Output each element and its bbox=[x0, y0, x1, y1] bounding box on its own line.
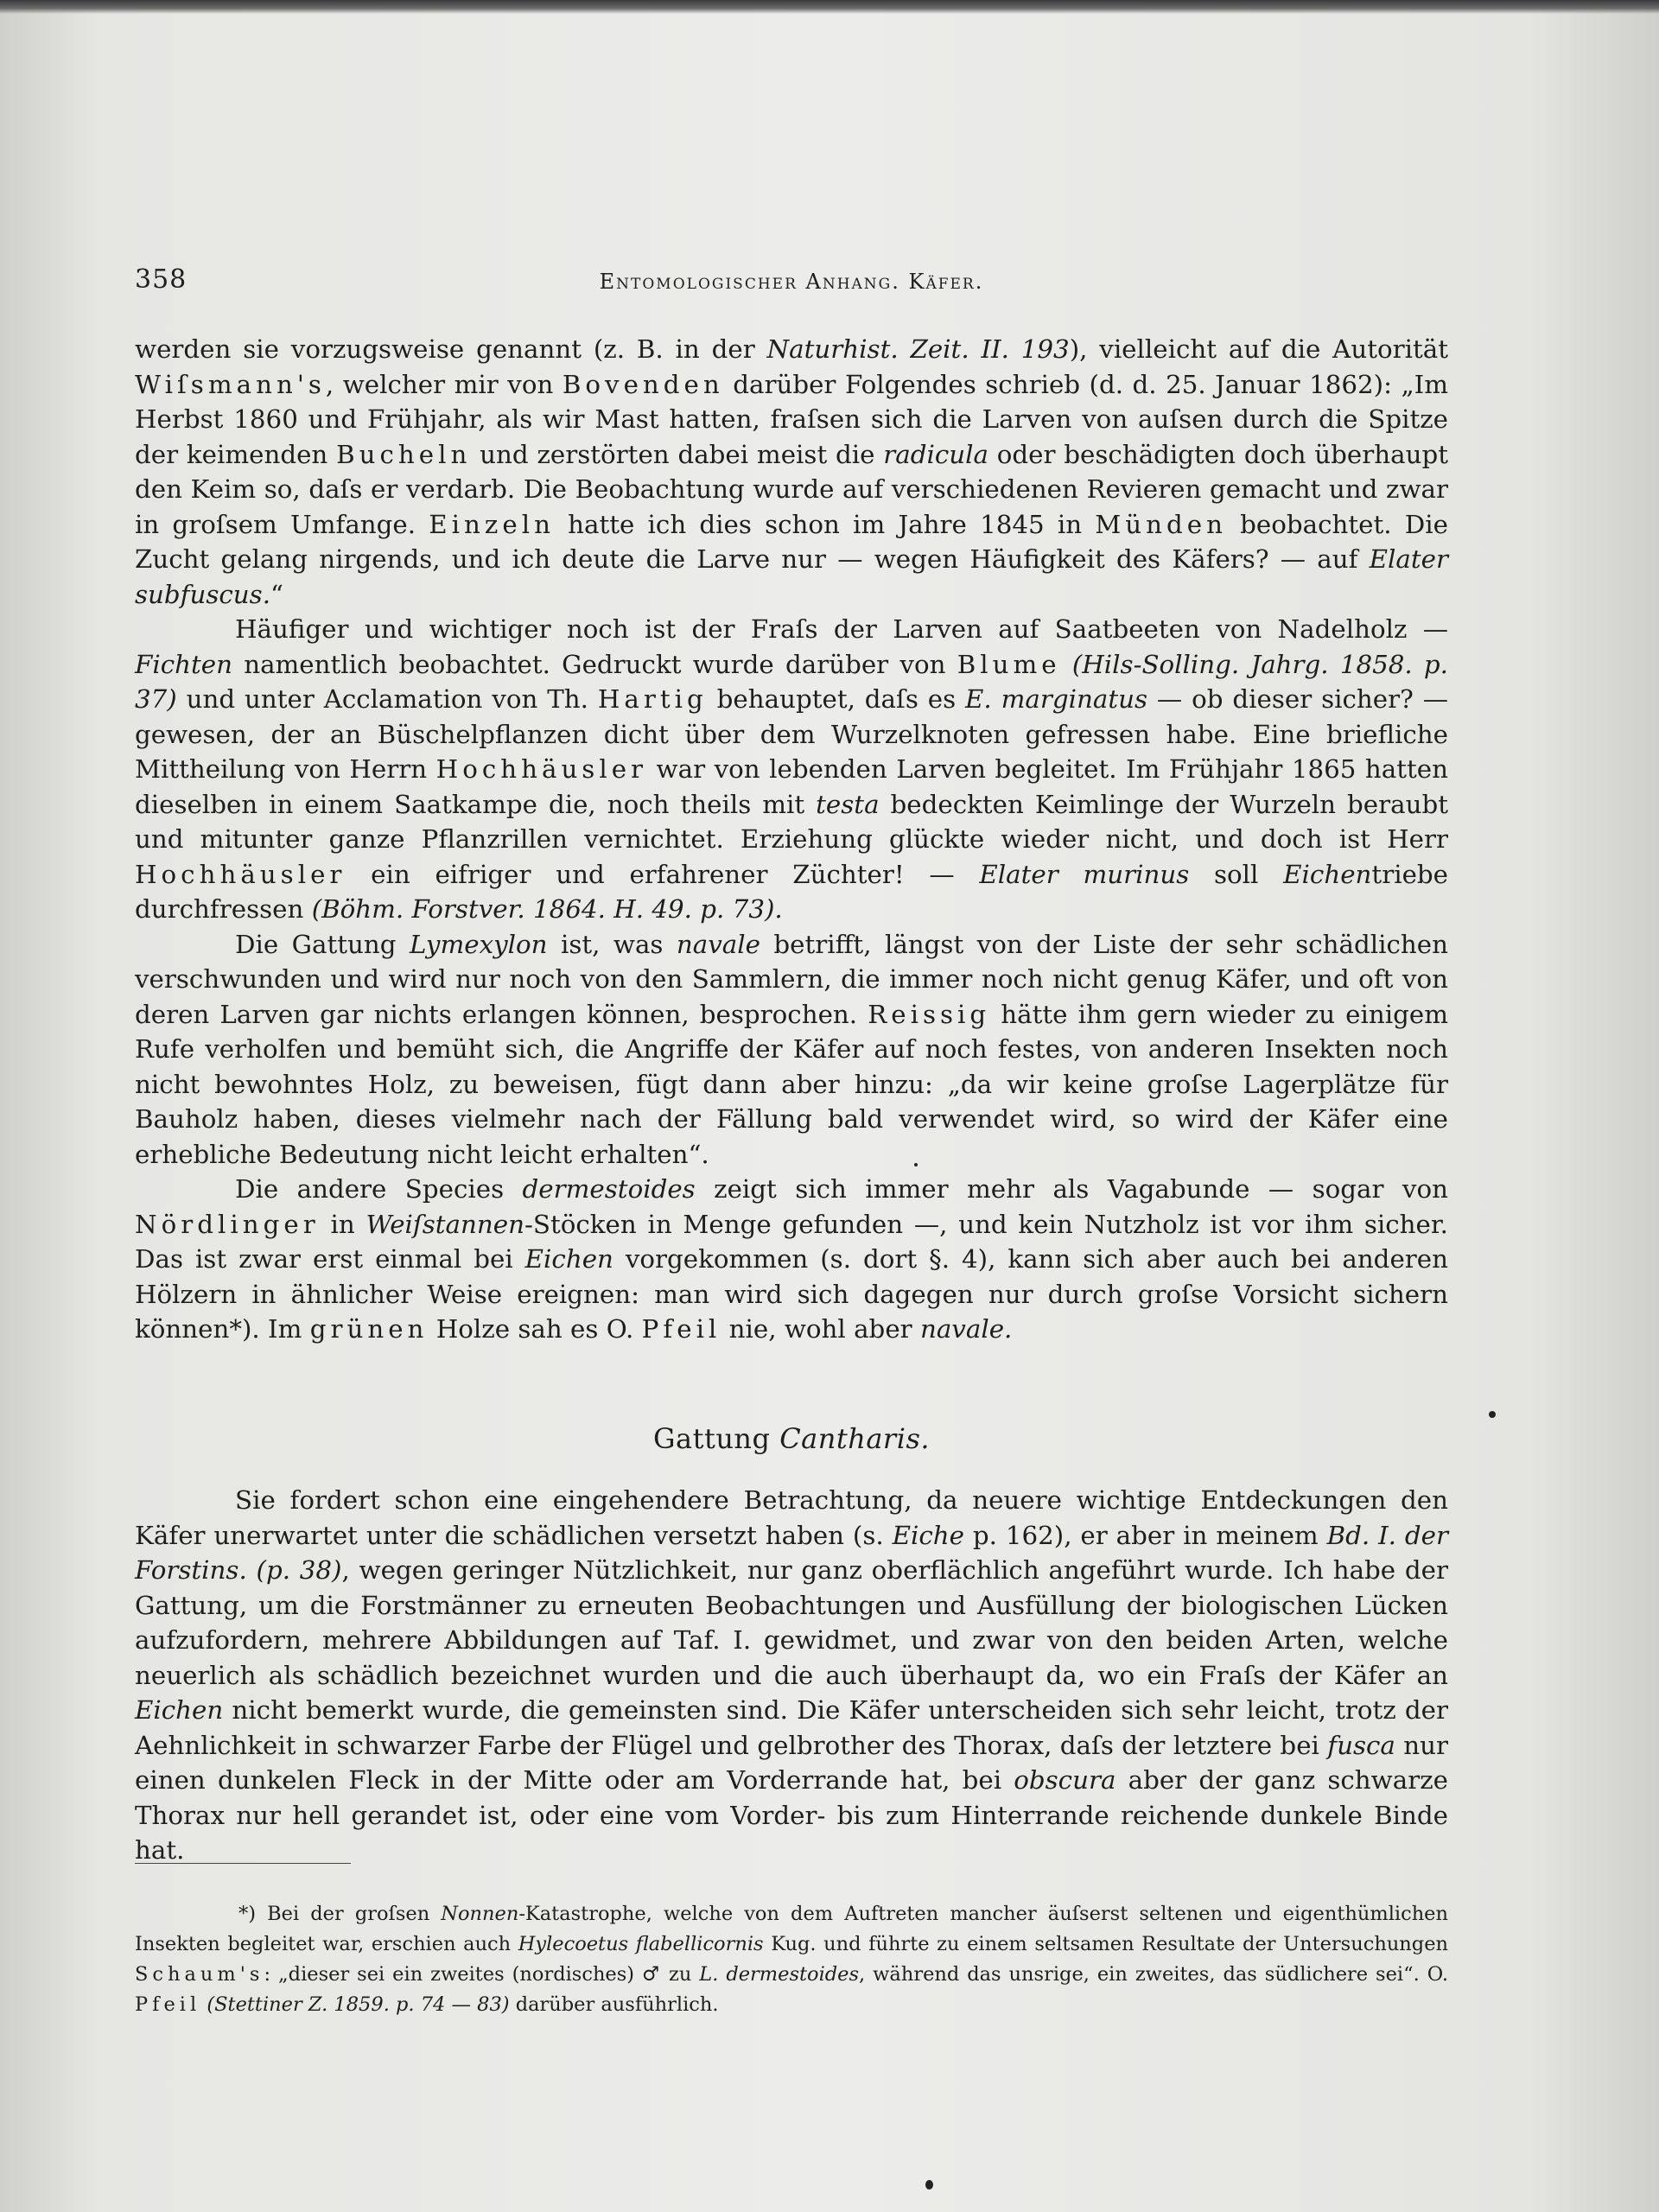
italic-run: Weiſstannen bbox=[365, 1209, 524, 1239]
text-run: bedeckten Keimlinge der Wurzeln beraubt und mitunter ganze Pflanzrillen vernichtet. Erziehung glückte wieder nicht, und doch ist Herr bbox=[135, 789, 1448, 854]
italic-run: Eiche bbox=[892, 1520, 964, 1550]
italic-run: Nonnen bbox=[441, 1903, 519, 1925]
italic-run: testa bbox=[816, 789, 880, 819]
italic-run: Naturhist. Zeit. II. 193 bbox=[766, 334, 1070, 364]
spaced-run: Nördlinger bbox=[135, 1209, 320, 1239]
section-paragraph bbox=[135, 1483, 1448, 1868]
italic-run: Eichen bbox=[524, 1244, 613, 1274]
paragraph bbox=[135, 1172, 1448, 1347]
section-heading bbox=[135, 1422, 1448, 1455]
text-run: -Stöcken in Menge gefunden —, und kein Nutzholz ist vor ihm sicher. Das ist zwar erst einmal bei bbox=[135, 1209, 1448, 1274]
text-run: nicht bemerkt wurde, die gemeinsten sind. Die Käfer unterscheiden sich sehr leicht, trotz der Aehnlichkeit in schwarzer Farbe der Flügel und gelbrother des Thorax, daſs der letztere bei bbox=[135, 1695, 1448, 1760]
italic-run: Lymexylon bbox=[409, 929, 548, 959]
text-run: ), vielleicht auf die Autorität bbox=[1069, 334, 1448, 364]
italic-run: navale. bbox=[919, 1314, 1013, 1344]
text-run: triebe durchfressen bbox=[135, 859, 1448, 924]
text-run: und unter Acclamation von Th. bbox=[176, 684, 598, 714]
text-run: zeigt sich immer mehr als Vagabunde — sogar von bbox=[695, 1174, 1448, 1204]
page-number: 358 bbox=[135, 264, 188, 295]
footnote-rule bbox=[135, 1863, 351, 1864]
text-run: , welcher mir von bbox=[325, 369, 563, 399]
text-run: “ bbox=[270, 579, 284, 609]
italic-run: obscura bbox=[1014, 1765, 1116, 1795]
spaced-run: Hochhäusler bbox=[435, 754, 648, 784]
text-run: , während das unsrige, ein zweites, das südlichere sei“. O. bbox=[859, 1963, 1449, 1986]
text-run: Häufiger und wichtiger noch ist der Fraſs der Larven auf Saatbeeten von Nadelholz — bbox=[235, 614, 1448, 644]
text-run: und zerstörten dabei meist die bbox=[471, 439, 884, 469]
italic-run: (Stettiner Z. 1859. p. 74 — 83) bbox=[207, 1993, 510, 2016]
text-run: darüber ausführlich. bbox=[509, 1993, 719, 2016]
spaced-run: Münden bbox=[1095, 509, 1227, 539]
italic-run: E. marginatus bbox=[965, 684, 1148, 714]
spaced-run: Einzeln bbox=[429, 509, 555, 539]
spaced-run: Schaum's bbox=[135, 1963, 264, 1986]
paragraph bbox=[135, 612, 1448, 927]
section-heading-prefix: Gattung bbox=[652, 1422, 780, 1455]
text-run: nur einen dunkelen Fleck in der Mitte oder am Vorderrande hat, bei bbox=[135, 1730, 1448, 1795]
spaced-run: Hartig bbox=[597, 684, 708, 714]
ink-speck bbox=[914, 1163, 918, 1166]
body-text bbox=[135, 332, 1448, 1347]
text-run: Die Gattung bbox=[235, 929, 410, 959]
text-run: soll bbox=[1189, 859, 1284, 889]
text-run: : „dieser sei ein zweites (nordisches) ♂ zu bbox=[264, 1963, 700, 1986]
paragraph bbox=[135, 927, 1448, 1173]
italic-run: Bd. I. der Forstins. (p. 38) bbox=[135, 1520, 1448, 1585]
ink-speck bbox=[1489, 1411, 1496, 1418]
italic-run: fusca bbox=[1327, 1730, 1395, 1760]
text-run: behauptet, daſs es bbox=[707, 684, 966, 714]
italic-run: Hylecoetus flabellicornis bbox=[518, 1933, 764, 1955]
text-run: Die andere Species bbox=[235, 1174, 523, 1204]
text-run: Kug. und führte zu einem seltsamen Resultate der Untersuchungen bbox=[763, 1933, 1449, 1955]
spaced-run: Bucheln bbox=[336, 439, 472, 469]
text-run: *) Bei der groſsen bbox=[238, 1903, 442, 1925]
text-run: ist, was bbox=[547, 929, 677, 959]
text-run: hätte ihm gern wieder zu einigem Rufe verholfen und bemüht sich, die Angriffe der Käfer auf noch festes, von anderen Insekten noch nicht bewohntes Holz, zu beweisen, fügt dann aber hinzu: „da wir keine groſse Lagerplätze für Bauholz haben, dieses vielmehr nach der Fällung bald verwendet wird, so wird der Käfer eine erhebliche Bedeutung nicht leicht erhalten“. bbox=[135, 999, 1448, 1169]
text-run: aber der ganz schwarze Thorax nur hell gerandet ist, oder eine vom Vorder- bis zum Hinterrande reichende dunkele Binde hat. bbox=[135, 1765, 1448, 1865]
italic-run: Elater subfuscus. bbox=[135, 544, 1448, 609]
text-run: betrifft, längst von der Liste der sehr schädlichen verschwunden und wird nur noch von den Sammlern, die immer noch nicht genug Käfer, und oft von deren Larven gar nichts erlangen können, besprochen. bbox=[135, 929, 1448, 1029]
italic-run: navale bbox=[676, 929, 760, 959]
section-heading-genus: Cantharis. bbox=[779, 1422, 931, 1455]
text-run: war von lebenden Larven begleitet. Im Frühjahr 1865 hatten dieselben in einem Saatkampe die, noch theils mit bbox=[135, 754, 1448, 819]
text-run: -Katastrophe, welche von dem Auftreten mancher äuſserst seltenen und eigenthümlichen Insekten begleitet war, erschien auch bbox=[135, 1903, 1448, 1955]
text-run: , wegen geringer Nützlichkeit, nur ganz oberflächlich angeführt wurde. Ich habe der Gattung, um die Forstmänner zu erneuten Beobachtungen und Ausfüllung der biologischen Lücken aufzufordern, mehrere Abbildungen auf Taf. I. gewidmet, und zwar von den beiden Arten, welche neuerlich als schädlich bezeichnet wurden und die auch überhaupt da, wo ein Fraſs der Käfer an bbox=[135, 1555, 1448, 1690]
page-header bbox=[135, 264, 1448, 299]
italic-run: L. dermestoides bbox=[699, 1963, 860, 1986]
text-run: ein eifriger und erfahrener Züchter! — bbox=[346, 859, 980, 889]
paragraph bbox=[135, 332, 1448, 612]
text-run: werden sie vorzugsweise genannt (z. B. in der bbox=[135, 334, 767, 364]
text-run: p. 162), er aber in meinem bbox=[963, 1520, 1327, 1550]
text-run: oder beschädigten doch überhaupt den Keim so, daſs er verdarb. Die Beobachtung wurde auf verschiedenen Revieren gemacht und zwar in groſsem Umfange. bbox=[135, 439, 1448, 539]
text-run: in bbox=[319, 1209, 366, 1239]
text-run: nie, wohl aber bbox=[721, 1314, 920, 1344]
text-run: Sie fordert schon eine eingehendere Betrachtung, da neuere wichtige Entdeckungen den Käfer unerwartet unter die schädlichen versetzt haben (s. bbox=[135, 1485, 1448, 1550]
scan-edge-shadow bbox=[0, 0, 1659, 14]
spaced-run: Wiſsmann's bbox=[135, 369, 326, 399]
spaced-run: Pfeil bbox=[641, 1314, 721, 1344]
spaced-run: Reissig bbox=[868, 999, 991, 1029]
spaced-run: grünen bbox=[309, 1314, 429, 1344]
text-run: namentlich beobachtet. Gedruckt wurde darüber von bbox=[232, 649, 957, 679]
spaced-run: Pfeil bbox=[135, 1993, 201, 2016]
italic-run: radicula bbox=[883, 439, 988, 469]
italic-run: Elater murinus bbox=[979, 859, 1190, 889]
text-run: Holze sah es O. bbox=[428, 1314, 642, 1344]
text-run: vorgekommen (s. dort §. 4), kann sich aber auch bei anderen Hölzern in ähnlicher Weise ereignen: man wird sich dagegen nur durch groſse Vorsicht sichern können*). Im bbox=[135, 1244, 1448, 1344]
text-run bbox=[1061, 650, 1072, 679]
text-run: beobachtet. Die Zucht gelang nirgends, und ich deute die Larve nur — wegen Häufigkeit des Käfers? — auf bbox=[135, 509, 1449, 574]
spaced-run: Bovenden bbox=[562, 369, 724, 399]
italic-run: Fichten bbox=[135, 649, 232, 679]
spaced-run: Blume bbox=[957, 649, 1061, 679]
italic-run: Eichen bbox=[135, 1695, 224, 1725]
text-run: hatte ich dies schon im Jahre 1845 in bbox=[554, 509, 1096, 539]
ink-speck bbox=[925, 2180, 933, 2190]
spaced-run: Hochhäusler bbox=[135, 859, 346, 889]
italic-run: (Böhm. Forstver. 1864. H. 49. p. 73). bbox=[311, 894, 783, 924]
italic-run: dermestoides bbox=[522, 1174, 696, 1204]
italic-run: Eichen bbox=[1283, 859, 1372, 889]
italic-run: (Hils-Solling. Jahrg. 1858. p. 37) bbox=[135, 649, 1448, 714]
text-run: darüber Folgendes schrieb (d. d. 25. Januar 1862): „Im Herbst 1860 und Frühjahr, als wir Mast hatten, fraſsen sich die Larven von auſsen durch die Spitze der keimenden bbox=[135, 369, 1448, 469]
footnote bbox=[135, 1899, 1448, 2020]
text-run: — ob dieser sicher? — gewesen, der an Büschelpflanzen dicht über dem Wurzelknoten gefressen habe. Eine briefliche Mittheilung von Herrn bbox=[135, 684, 1449, 784]
running-head: Entomologischer Anhang. Käfer. bbox=[599, 270, 984, 294]
